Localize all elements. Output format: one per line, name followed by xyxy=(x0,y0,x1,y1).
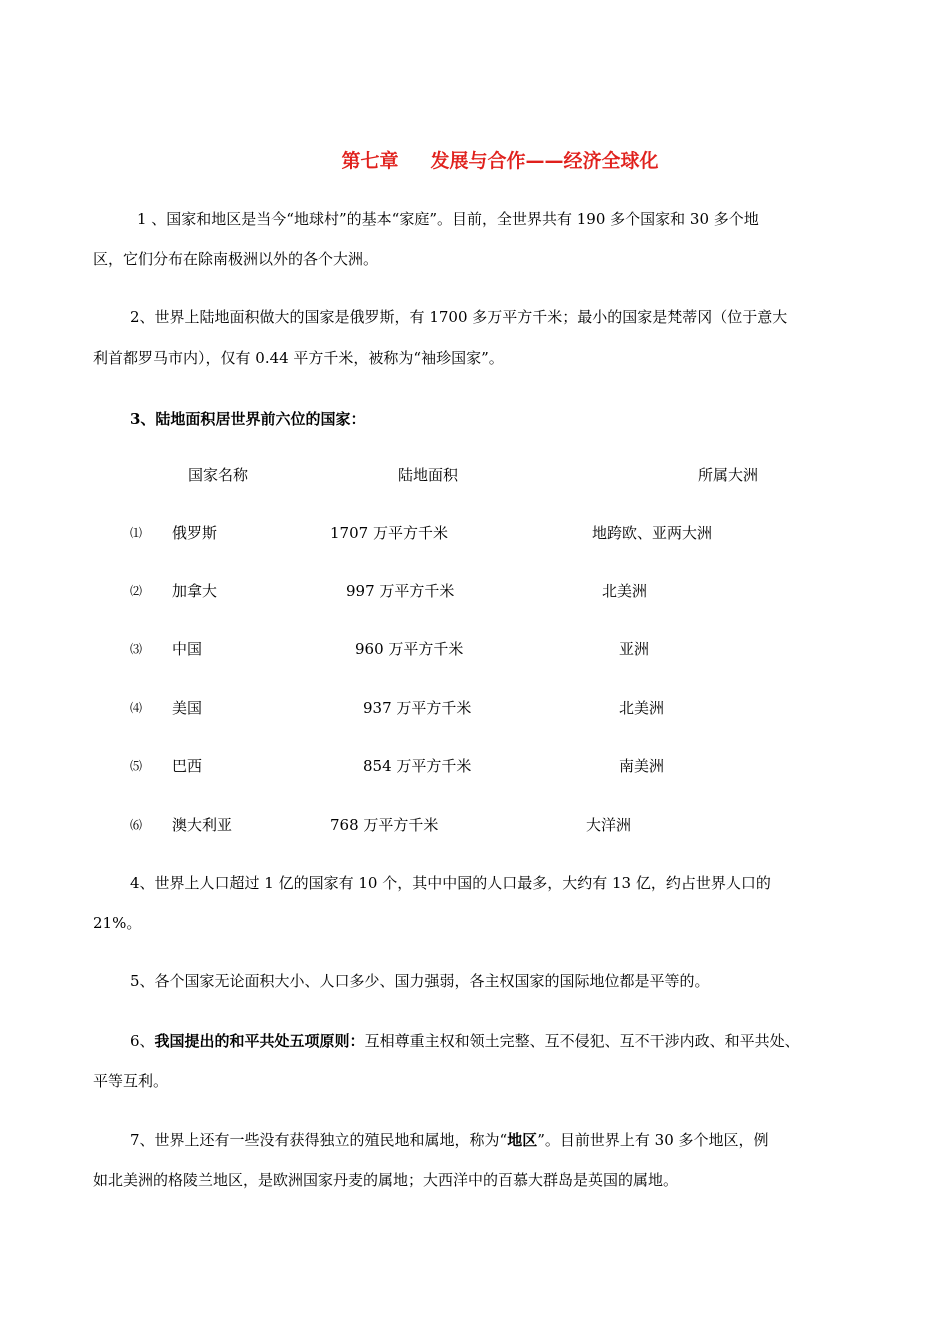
table-header-area: 陆地面积 xyxy=(398,466,459,484)
paragraph-3-heading: 3、陆地面积居世界前六位的国家： xyxy=(130,410,366,428)
row-country: 加拿大 xyxy=(172,582,218,600)
paragraph-6-line-2: 平等互利。 xyxy=(93,1072,169,1090)
row-number: ⑹ xyxy=(130,818,143,832)
row-country: 巴西 xyxy=(172,757,203,775)
row-continent: 北美洲 xyxy=(619,699,665,717)
paragraph-4-line-2: 21%。 xyxy=(93,914,142,932)
row-country: 澳大利亚 xyxy=(172,816,233,834)
row-area: 997 万平方千米 xyxy=(346,582,455,600)
paragraph-6-line-1 xyxy=(130,1030,800,1052)
paragraph-1-line-2: 区，它们分布在除南极洲以外的各个大洲。 xyxy=(93,250,379,268)
chapter-number: 第七章 xyxy=(341,150,399,172)
row-continent: 北美洲 xyxy=(602,582,648,600)
row-area: 960 万平方千米 xyxy=(355,640,464,658)
paragraph-7-line-2: 如北美洲的格陵兰地区，是欧洲国家丹麦的属地；大西洋中的百慕大群岛是英国的属地。 xyxy=(93,1171,679,1189)
row-number: ⑶ xyxy=(130,642,143,656)
row-country: 中国 xyxy=(172,640,203,658)
paragraph-2-line-2: 利首都罗马市内），仅有 0.44 平方千米，被称为“袖珍国家”。 xyxy=(93,349,504,367)
row-number: ⑸ xyxy=(130,759,143,773)
row-continent: 亚洲 xyxy=(619,640,650,658)
table-header-country: 国家名称 xyxy=(188,466,249,484)
p6-bold: 我国提出的和平共处五项原则： xyxy=(154,1032,365,1050)
p7-post: ”。目前世界上有 30 多个地区，例 xyxy=(537,1131,769,1149)
chapter-title: 发展与合作——经济全球化 xyxy=(430,150,659,172)
paragraph-2-line-1: 2、世界上陆地面积做大的国家是俄罗斯，有 1700 多万平方千米；最小的国家是梵蒂冈（位于意大 xyxy=(130,308,788,326)
row-continent: 南美洲 xyxy=(619,757,665,775)
page-title xyxy=(0,146,950,173)
p6-rest: 互相尊重主权和领土完整、互不侵犯、互不干涉内政、和平共处、 xyxy=(364,1032,800,1050)
paragraph-4-line-1: 4、世界上人口超过 1 亿的国家有 10 个，其中中国的人口最多，大约有 13 亿，约占世界人口的 xyxy=(130,874,771,892)
p7-pre: 7、世界上还有一些没有获得独立的殖民地和属地，称为“ xyxy=(130,1131,508,1149)
table-header-continent: 所属大洲 xyxy=(698,466,759,484)
row-continent: 大洋洲 xyxy=(586,816,632,834)
row-area: 1707 万平方千米 xyxy=(330,524,448,542)
paragraph-7-line-1 xyxy=(130,1129,769,1151)
p7-bold: 地区 xyxy=(507,1131,538,1149)
paragraph-5: 5、各个国家无论面积大小、人口多少、国力强弱，各主权国家的国际地位都是平等的。 xyxy=(130,972,710,990)
row-area: 768 万平方千米 xyxy=(330,816,439,834)
p6-prefix: 6、 xyxy=(130,1032,155,1050)
row-number: ⑵ xyxy=(130,584,143,598)
row-area: 937 万平方千米 xyxy=(363,699,472,717)
row-area: 854 万平方千米 xyxy=(363,757,472,775)
row-continent: 地跨欧、亚两大洲 xyxy=(592,524,713,542)
row-country: 美国 xyxy=(172,699,203,717)
paragraph-1-line-1: 1 、国家和地区是当今“地球村”的基本“家庭”。目前，全世界共有 190 多个国家和 30 多个地 xyxy=(137,210,759,228)
row-number: ⑴ xyxy=(130,526,143,540)
row-country: 俄罗斯 xyxy=(172,524,218,542)
row-number: ⑷ xyxy=(130,701,143,715)
